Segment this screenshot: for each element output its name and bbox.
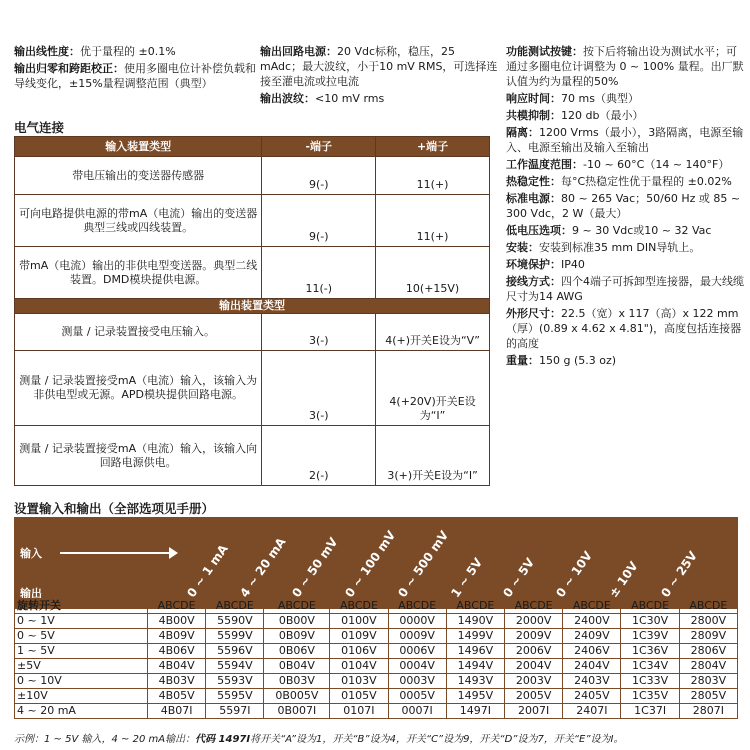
- plus-terminal: 11(+): [376, 195, 490, 247]
- spec-value: 120 db（最小）: [561, 109, 644, 122]
- switch-code: 2409V: [563, 629, 621, 644]
- output-range: ±5V: [15, 659, 148, 674]
- abcde-label: ABCDE: [330, 599, 388, 614]
- switch-code: 4B00V: [148, 614, 206, 629]
- abcde-label: ABCDE: [388, 599, 446, 614]
- minus-terminal: 9(-): [262, 195, 376, 247]
- spec-value: 20 Vdc标称，稳压，25 mAdc；最大波纹，小于10 mV RMS，可选择连接至灌电流或拉电流: [260, 45, 498, 88]
- input-range-header: 0 ~ 1 mA: [184, 541, 231, 601]
- spec-item: [506, 174, 744, 189]
- switch-code: 1496V: [446, 644, 504, 659]
- device-type: 可向电路提供电源的带mA（电流）输出的变送器典型三线或四线装置。: [15, 195, 262, 247]
- minus-terminal: 3(-): [262, 314, 376, 351]
- header-input-type: 输入装置类型: [15, 137, 262, 157]
- switch-code: 0100V: [330, 614, 388, 629]
- input-range-header: 4 ~ 20 mA: [236, 535, 289, 601]
- abcde-label: ABCDE: [206, 599, 264, 614]
- device-type: 带电压输出的变送器传感器: [15, 157, 262, 195]
- switch-code: 0000V: [388, 614, 446, 629]
- abcde-label: ABCDE: [621, 599, 679, 614]
- spec-key: 外形尺寸：: [506, 307, 561, 320]
- output-range: ±10V: [15, 689, 148, 704]
- minus-terminal: 2(-): [262, 426, 376, 486]
- spec-key: 标准电源：: [506, 192, 561, 205]
- spec-key: 安装：: [506, 241, 539, 254]
- spec-item: [506, 353, 744, 368]
- spec-item: [506, 240, 744, 255]
- switch-code: 1497I: [446, 704, 504, 719]
- switch-code: 2404V: [563, 659, 621, 674]
- device-type: 带mA（电流）输出的非供电型变送器。典型二线装置。DMD模块提供电源。: [15, 247, 262, 299]
- spec-key: 环境保护：: [506, 258, 561, 271]
- spec-value: 安装到标准35 mm DIN导轨上。: [539, 241, 701, 254]
- switch-code: 4B09V: [148, 629, 206, 644]
- table-row: [15, 599, 738, 614]
- setup-title: 设置输入和输出（全部选项见手册）: [14, 501, 215, 516]
- output-range: 0 ~ 1V: [15, 614, 148, 629]
- switch-code: 5596V: [206, 644, 264, 659]
- table-row: [15, 247, 490, 299]
- spec-item: [506, 108, 744, 123]
- switch-code: 2003V: [505, 674, 563, 689]
- spec-item: [506, 274, 744, 304]
- switch-code: 2007I: [505, 704, 563, 719]
- switch-code: 0B005V: [264, 689, 330, 704]
- spec-value: 使用多圈电位计补偿负载和导线变化，±15%量程调整范围（典型）: [14, 62, 256, 90]
- rotary-switch-label: 旋转开关: [15, 599, 148, 614]
- switch-code: 0B00V: [264, 614, 330, 629]
- switch-code: 1C30V: [621, 614, 679, 629]
- spec-column-2: [260, 44, 500, 108]
- switch-code: 0004V: [388, 659, 446, 674]
- example-note: 示例：1 ~ 5V 输入，4 ~ 20 mA输出：代码 1497I将开关“A”设为1，开关“B”设为4，开关“C”设为9，开关“D”设为7，开关“E”设为I。: [14, 734, 624, 745]
- spec-key: 接线方式：: [506, 275, 561, 288]
- header-plus-terminal: +端子: [376, 137, 490, 157]
- table-row: [15, 314, 490, 351]
- switch-code: 1495V: [446, 689, 504, 704]
- spec-key: 输出线性度：: [14, 45, 80, 58]
- switch-code: 2004V: [505, 659, 563, 674]
- spec-value: 80 ~ 265 Vac；50/60 Hz 或 85 ~ 300 Vdc，2 W（最大）: [506, 192, 741, 220]
- switch-code: 1499V: [446, 629, 504, 644]
- spec-key: 重量：: [506, 354, 539, 367]
- spec-item: [506, 191, 744, 221]
- switch-code: 2807I: [679, 704, 737, 719]
- spec-item: [506, 257, 744, 272]
- table-row: [15, 157, 490, 195]
- switch-code: 0006V: [388, 644, 446, 659]
- spec-value: 每°C热稳定性优于量程的 ±0.02%: [561, 175, 732, 188]
- switch-code: 5597I: [206, 704, 264, 719]
- switch-code: 2403V: [563, 674, 621, 689]
- switch-code: 5599V: [206, 629, 264, 644]
- spec-item: [260, 91, 500, 106]
- switch-code: 2405V: [563, 689, 621, 704]
- table-row: [15, 704, 738, 719]
- switch-code: 0009V: [388, 629, 446, 644]
- input-range-header: 0 ~ 500 mV: [395, 528, 452, 601]
- table-row: [15, 689, 738, 704]
- minus-terminal: 9(-): [262, 157, 376, 195]
- plus-terminal: 4(+20V)开关E设为“I”: [376, 351, 490, 426]
- spec-value: -10 ~ 60°C（14 ~ 140°F）: [583, 158, 730, 171]
- table-row: [15, 351, 490, 426]
- electrical-connection-title: 电气连接: [14, 120, 65, 135]
- switch-code: 4B03V: [148, 674, 206, 689]
- switch-code: 1C39V: [621, 629, 679, 644]
- input-range-header: 0 ~ 10V: [553, 548, 595, 601]
- abcde-label: ABCDE: [264, 599, 330, 614]
- switch-code: 0007I: [388, 704, 446, 719]
- spec-key: 输出回路电源：: [260, 45, 337, 58]
- spec-key: 输出归零和跨距校正：: [14, 62, 124, 75]
- spec-value: 优于量程的 ±0.1%: [80, 45, 176, 58]
- spec-item: [506, 157, 744, 172]
- switch-code: 4B06V: [148, 644, 206, 659]
- switch-code: 1C36V: [621, 644, 679, 659]
- plus-terminal: 3(+)开关E设为“I”: [376, 426, 490, 486]
- spec-item: [14, 44, 259, 59]
- switch-code: 5590V: [206, 614, 264, 629]
- spec-value: 150 g (5.3 oz): [539, 354, 617, 367]
- switch-code: 0109V: [330, 629, 388, 644]
- output-range: 1 ~ 5V: [15, 644, 148, 659]
- arrow-right-icon: [60, 552, 170, 554]
- table-row: [15, 674, 738, 689]
- output-range: 4 ~ 20 mA: [15, 704, 148, 719]
- switch-code: 0B007I: [264, 704, 330, 719]
- spec-value: 22.5（宽）x 117（高）x 122 mm（厚）(0.89 x 4.62 x 4.81")，高度包括连接器的高度: [506, 307, 742, 350]
- table-row: [15, 644, 738, 659]
- spec-item: [14, 61, 259, 91]
- table-row: [15, 614, 738, 629]
- switch-code: 0106V: [330, 644, 388, 659]
- input-range-header: ± 10V: [605, 559, 641, 601]
- spec-item: [506, 44, 744, 89]
- spec-value: 按下后将输出设为测试水平；可通过多圈电位计调整为 0 ~ 100% 量程。出厂默认值为约为量程的50%: [506, 45, 744, 88]
- switch-code: 5595V: [206, 689, 264, 704]
- abcde-label: ABCDE: [563, 599, 621, 614]
- spec-value: 1200 Vrms（最小），3路隔离，电源至输入、电源至输出及输入至输出: [506, 126, 744, 154]
- spec-value: IP40: [561, 258, 585, 271]
- table-row: [15, 629, 738, 644]
- table-row: [15, 659, 738, 674]
- spec-value: <10 mV rms: [315, 92, 385, 105]
- spec-key: 输出波纹：: [260, 92, 315, 105]
- device-type: 测量 / 记录装置接受mA（电流）输入，该输入向回路电源供电。: [15, 426, 262, 486]
- input-range-header: 0 ~ 25V: [658, 548, 701, 601]
- switch-code: 1494V: [446, 659, 504, 674]
- input-range-header: 0 ~ 50 mV: [289, 535, 341, 601]
- switch-code: 2803V: [679, 674, 737, 689]
- spec-key: 热稳定性：: [506, 175, 561, 188]
- input-label: 输入: [20, 547, 42, 560]
- switch-code: 2806V: [679, 644, 737, 659]
- switch-code: 0B09V: [264, 629, 330, 644]
- minus-terminal: 3(-): [262, 351, 376, 426]
- spec-value: 9 ~ 30 Vdc或10 ~ 32 Vac: [572, 224, 712, 237]
- spec-item: [506, 91, 744, 106]
- switch-code: 2000V: [505, 614, 563, 629]
- switch-code: 4B07I: [148, 704, 206, 719]
- switch-code: 0104V: [330, 659, 388, 674]
- spec-item: [506, 125, 744, 155]
- switch-code: 1C37I: [621, 704, 679, 719]
- switch-code: 2009V: [505, 629, 563, 644]
- output-label: 输出: [20, 587, 42, 600]
- spec-value: 四个4端子可拆卸型连接器，最大线缆尺寸为14 AWG: [506, 275, 744, 303]
- plus-terminal: 11(+): [376, 157, 490, 195]
- spec-column-3: [506, 44, 744, 370]
- switch-code: 0B06V: [264, 644, 330, 659]
- switch-code: 0B04V: [264, 659, 330, 674]
- switch-code: 0005V: [388, 689, 446, 704]
- device-type: 测量 / 记录装置接受电压输入。: [15, 314, 262, 351]
- table-row: [15, 195, 490, 247]
- spec-column-1: [14, 44, 259, 93]
- spec-value: 70 ms（典型）: [561, 92, 639, 105]
- output-range: 0 ~ 10V: [15, 674, 148, 689]
- switch-code: 1C34V: [621, 659, 679, 674]
- switch-code: 2406V: [563, 644, 621, 659]
- spec-key: 功能测试按键：: [506, 45, 583, 58]
- abcde-label: ABCDE: [446, 599, 504, 614]
- switch-code: 1C33V: [621, 674, 679, 689]
- switch-code: 5594V: [206, 659, 264, 674]
- electrical-connection-table: [14, 136, 490, 486]
- switch-code: 2407I: [563, 704, 621, 719]
- header-minus-terminal: -端子: [262, 137, 376, 157]
- switch-code: 1C35V: [621, 689, 679, 704]
- spec-key: 低电压选项：: [506, 224, 572, 237]
- plus-terminal: 10(+15V): [376, 247, 490, 299]
- abcde-label: ABCDE: [679, 599, 737, 614]
- input-range-header: 0 ~ 5V: [500, 555, 538, 601]
- setup-grid: [14, 598, 738, 719]
- switch-code: 2800V: [679, 614, 737, 629]
- switch-code: 0107I: [330, 704, 388, 719]
- table-row: [15, 426, 490, 486]
- switch-code: 2005V: [505, 689, 563, 704]
- switch-code: 0003V: [388, 674, 446, 689]
- switch-code: 1493V: [446, 674, 504, 689]
- switch-code: 2006V: [505, 644, 563, 659]
- switch-code: 2805V: [679, 689, 737, 704]
- spec-key: 隔离：: [506, 126, 539, 139]
- switch-code: 0105V: [330, 689, 388, 704]
- switch-code: 0B03V: [264, 674, 330, 689]
- spec-item: [260, 44, 500, 89]
- plus-terminal: 4(+)开关E设为“V”: [376, 314, 490, 351]
- abcde-label: ABCDE: [148, 599, 206, 614]
- spec-item: [506, 306, 744, 351]
- switch-code: 2400V: [563, 614, 621, 629]
- switch-code: 0103V: [330, 674, 388, 689]
- spec-key: 响应时间：: [506, 92, 561, 105]
- device-type: 测量 / 记录装置接受mA（电流）输入，该输入为非供电型或无源。APD模块提供回路电源。: [15, 351, 262, 426]
- input-range-header: 0 ~ 100 mV: [342, 528, 399, 601]
- switch-code: 4B04V: [148, 659, 206, 674]
- setup-header-band: [14, 517, 738, 609]
- minus-terminal: 11(-): [262, 247, 376, 299]
- input-range-header: 1 ~ 5V: [447, 555, 485, 601]
- switch-code: 4B05V: [148, 689, 206, 704]
- abcde-label: ABCDE: [505, 599, 563, 614]
- switch-code: 1490V: [446, 614, 504, 629]
- switch-code: 2804V: [679, 659, 737, 674]
- spec-key: 工作温度范围：: [506, 158, 583, 171]
- spec-key: 共模抑制：: [506, 109, 561, 122]
- output-range: 0 ~ 5V: [15, 629, 148, 644]
- header-output-type: 输出装置类型: [15, 299, 490, 314]
- spec-item: [506, 223, 744, 238]
- switch-code: 5593V: [206, 674, 264, 689]
- switch-code: 2809V: [679, 629, 737, 644]
